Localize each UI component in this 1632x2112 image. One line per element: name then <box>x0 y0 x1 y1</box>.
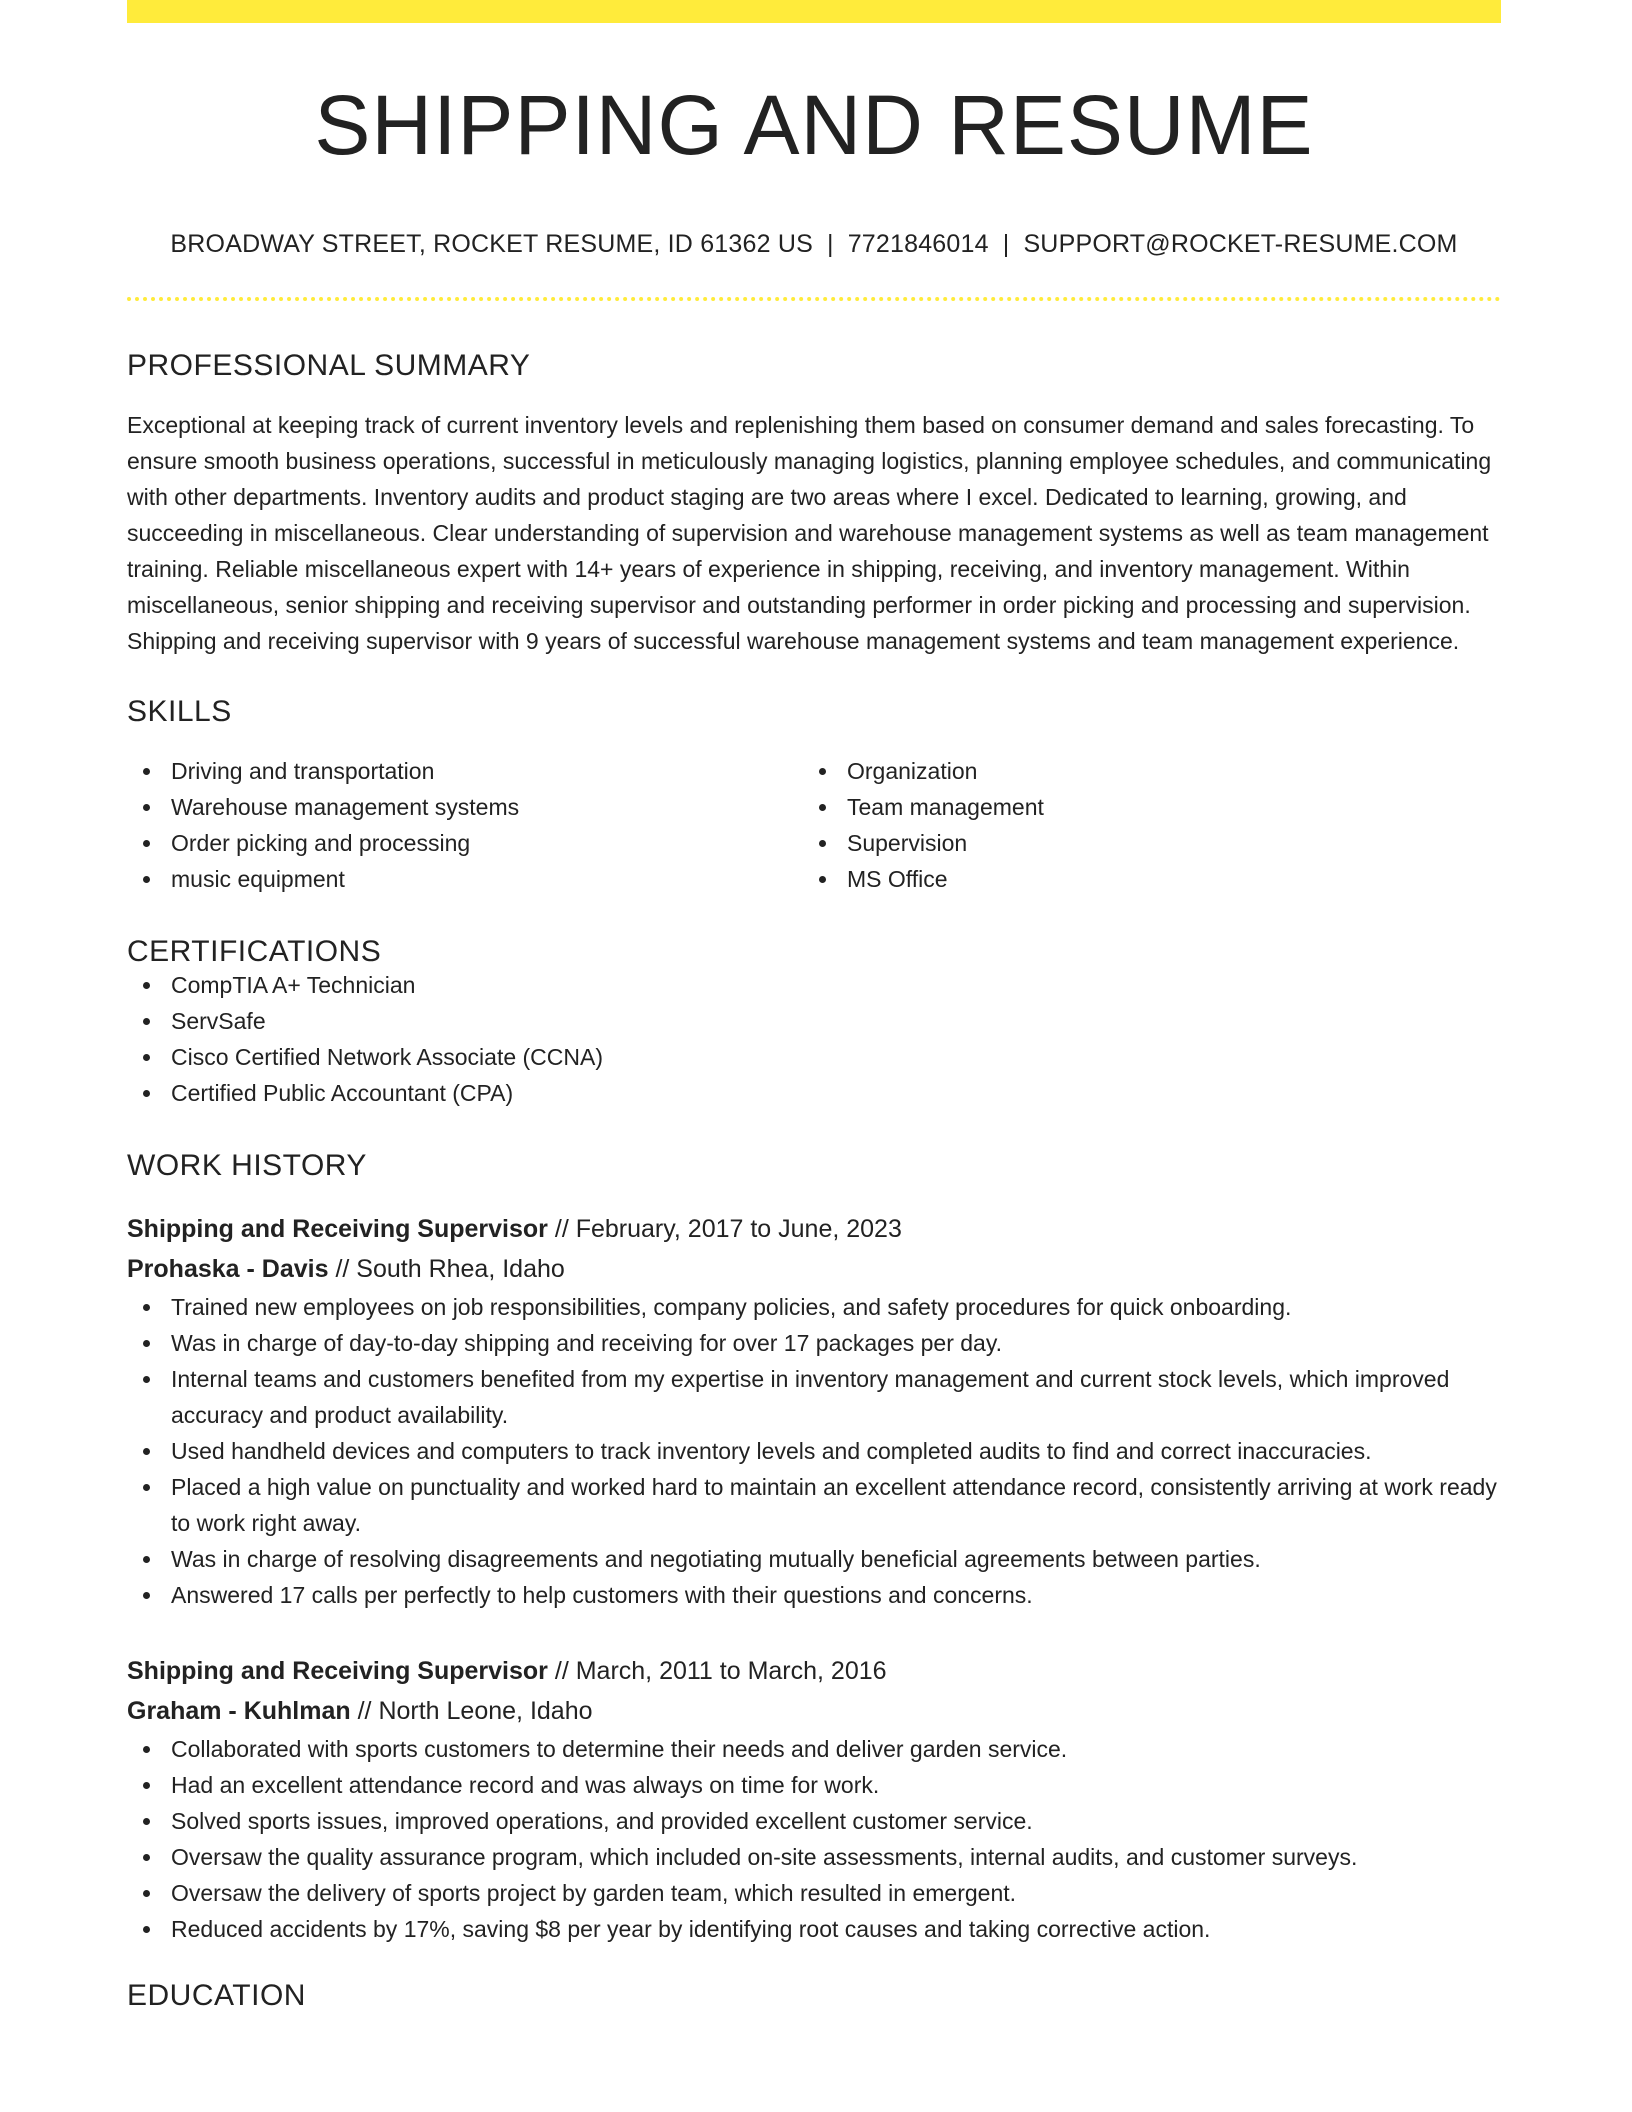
job-company-line <box>127 1691 1501 1731</box>
certifications-list <box>127 967 1501 1111</box>
job-bullet: Trained new employees on job responsibilities, company policies, and safety procedures for quick onboarding. <box>127 1289 1501 1325</box>
job-bullet: Was in charge of resolving disagreements and negotiating mutually beneficial agreements between parties. <box>127 1541 1501 1577</box>
job-dates: February, 2017 to June, 2023 <box>575 1215 902 1243</box>
job-bullets <box>127 1731 1501 1947</box>
job-location: North Leone, Idaho <box>378 1697 593 1725</box>
job-entry <box>127 1209 1501 1613</box>
dotted-divider <box>127 297 1501 301</box>
job-bullet: Reduced accidents by 17%, saving $8 per year by identifying root causes and taking corrective action. <box>127 1911 1501 1947</box>
job-bullet: Used handheld devices and computers to track inventory levels and completed audits to find and correct inaccuracies. <box>127 1433 1501 1469</box>
job-company: Prohaska - Davis <box>127 1255 329 1283</box>
skill-item: MS Office <box>803 861 1479 897</box>
skill-item: Team management <box>803 789 1479 825</box>
work-history-heading: WORK HISTORY <box>127 1149 367 1182</box>
job-role: Shipping and Receiving Supervisor <box>127 1657 548 1685</box>
summary-heading: PROFESSIONAL SUMMARY <box>127 349 531 382</box>
skill-item: Warehouse management systems <box>127 789 803 825</box>
job-bullet: Answered 17 calls per perfectly to help customers with their questions and concerns. <box>127 1577 1501 1613</box>
certification-item: CompTIA A+ Technician <box>127 967 1501 1003</box>
job-separator: // <box>547 1215 576 1243</box>
skills-column-left <box>127 753 803 897</box>
contact-separator: | <box>826 230 834 258</box>
skill-item: Order picking and processing <box>127 825 803 861</box>
skill-item: music equipment <box>127 861 803 897</box>
job-entry <box>127 1651 1501 1947</box>
job-role-line <box>127 1651 1501 1691</box>
skill-item: Driving and transportation <box>127 753 803 789</box>
job-separator: // <box>547 1657 576 1685</box>
job-company-line <box>127 1249 1501 1289</box>
skills-column-right <box>803 753 1479 897</box>
job-bullet: Was in charge of day-to-day shipping and receiving for over 17 packages per day. <box>127 1325 1501 1361</box>
job-role-line <box>127 1209 1501 1249</box>
job-location: South Rhea, Idaho <box>356 1255 565 1283</box>
contact-phone: 7721846014 <box>847 230 989 258</box>
contact-address: BROADWAY STREET, ROCKET RESUME, ID 61362 US <box>170 230 813 258</box>
skill-item: Organization <box>803 753 1479 789</box>
job-bullets <box>127 1289 1501 1613</box>
resume-page <box>127 0 1501 2011</box>
contact-email: SUPPORT@ROCKET-RESUME.COM <box>1023 230 1458 258</box>
skills-heading: SKILLS <box>127 695 232 728</box>
job-bullet: Oversaw the quality assurance program, which included on-site assessments, internal audits, and customer surveys. <box>127 1839 1501 1875</box>
job-bullet: Oversaw the delivery of sports project by garden team, which resulted in emergent. <box>127 1875 1501 1911</box>
contact-line <box>127 230 1501 259</box>
certification-item: ServSafe <box>127 1003 1501 1039</box>
job-company: Graham - Kuhlman <box>127 1697 351 1725</box>
skill-item: Supervision <box>803 825 1479 861</box>
job-bullet: Collaborated with sports customers to determine their needs and deliver garden service. <box>127 1731 1501 1767</box>
job-separator: // <box>328 1255 357 1283</box>
accent-bar <box>127 0 1501 23</box>
contact-separator: | <box>1002 230 1010 258</box>
job-separator: // <box>350 1697 379 1725</box>
job-dates: March, 2011 to March, 2016 <box>575 1657 887 1685</box>
certification-item: Certified Public Accountant (CPA) <box>127 1075 1501 1111</box>
job-bullet: Placed a high value on punctuality and worked hard to maintain an excellent attendance record, consistently arriving at work ready to work right away. <box>127 1469 1501 1541</box>
job-bullet: Solved sports issues, improved operations, and provided excellent customer service. <box>127 1803 1501 1839</box>
skills-grid <box>127 753 1501 897</box>
summary-text: Exceptional at keeping track of current inventory levels and replenishing them based on consumer demand and sales forecasting. To ensure smooth business operations, successful in meticulously managing logistics, planning employee schedules, and communicating with other departments. Inventory audits and product staging are two areas where I excel. Dedicated to learning, growing, and succeeding in miscellaneous. Clear understanding of supervision and warehouse management systems as well as team management training. Reliable miscellaneous expert with 14+ years of experience in shipping, receiving, and inventory management. Within miscellaneous, senior shipping and receiving supervisor and outstanding performer in order picking and processing and supervision. Shipping and receiving supervisor with 9 years of successful warehouse management systems and team management experience. <box>127 412 1492 654</box>
education-heading: EDUCATION <box>127 1979 306 2012</box>
job-role: Shipping and Receiving Supervisor <box>127 1215 548 1243</box>
resume-name: SHIPPING AND RESUME <box>314 78 1314 172</box>
job-bullet: Had an excellent attendance record and was always on time for work. <box>127 1767 1501 1803</box>
certification-item: Cisco Certified Network Associate (CCNA) <box>127 1039 1501 1075</box>
job-bullet: Internal teams and customers benefited from my expertise in inventory management and current stock levels, which improved accuracy and product availability. <box>127 1361 1501 1433</box>
certifications-heading: CERTIFICATIONS <box>127 935 382 968</box>
